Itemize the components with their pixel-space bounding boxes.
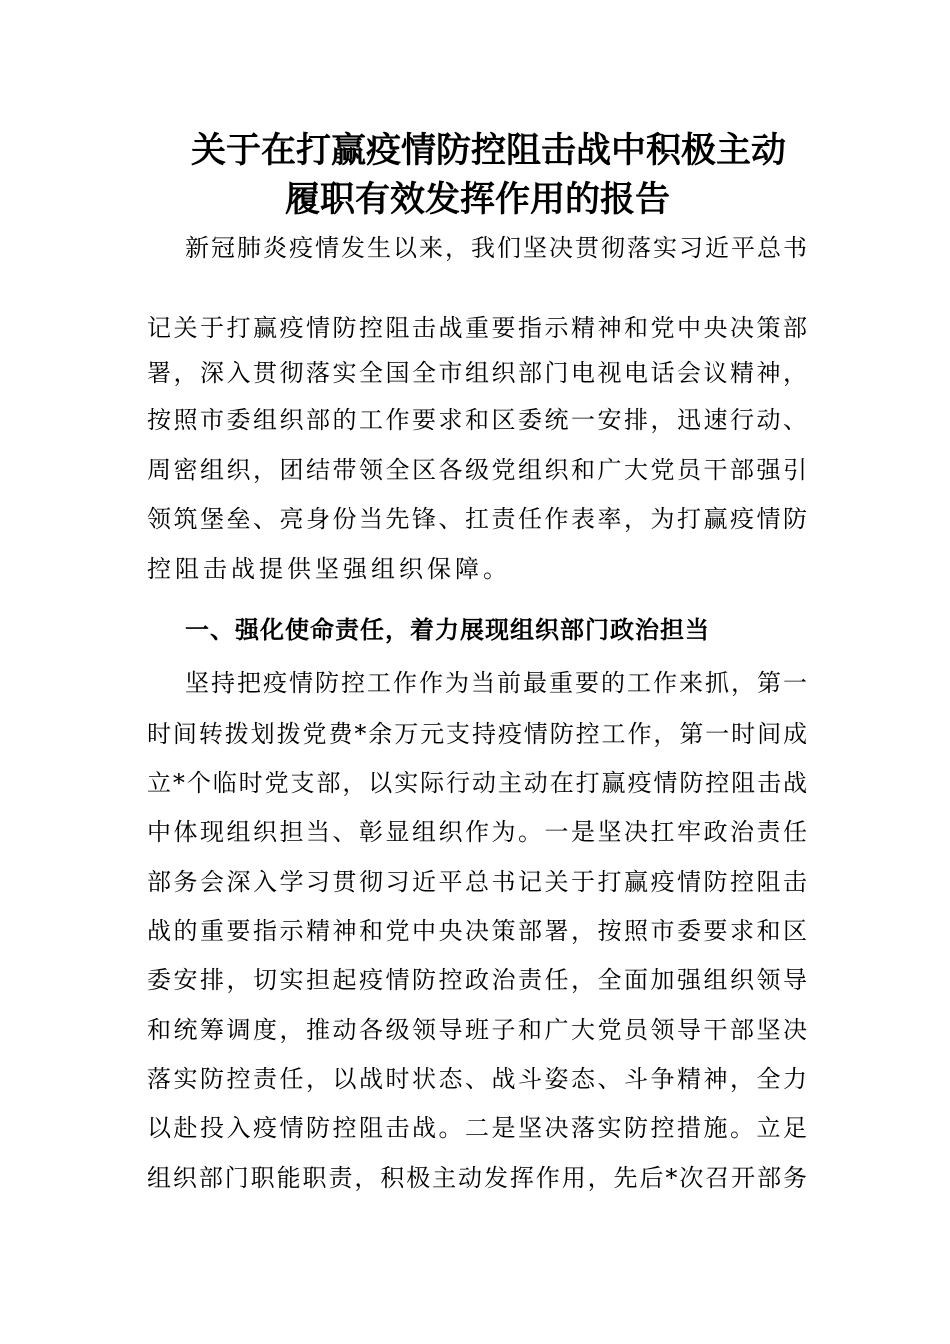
paragraph-1-line-3: 署，深入贯彻落实全国全市组织部门电视电话会议精神， bbox=[147, 359, 807, 387]
paragraph-2-line-2: 时间转拨划拨党费*余万元支持疫情防控工作，第一时间成 bbox=[147, 720, 807, 748]
paragraph-2-line-11: 组织部门职能职责，积极主动发挥作用，先后*次召开部务 bbox=[147, 1164, 807, 1192]
paragraph-1-line-4: 按照市委组织部的工作要求和区委统一安排，迅速行动、 bbox=[147, 406, 807, 434]
paragraph-2-line-3: 立*个临时党支部，以实际行动主动在打赢疫情防控阻击战 bbox=[147, 769, 807, 797]
paragraph-2-line-7: 委安排，切实担起疫情防控政治责任，全面加强组织领导 bbox=[147, 966, 807, 994]
paragraph-2-line-10: 以赴投入疫情防控阻击战。二是坚决落实防控措施。立足 bbox=[147, 1114, 807, 1142]
section-1-heading: 一、强化使命责任，着力展现组织部门政治担当 bbox=[185, 615, 710, 644]
document-title-line-2: 履职有效发挥作用的报告 bbox=[285, 179, 671, 220]
paragraph-2-line-8: 和统筹调度，推动各级领导班子和广大党员领导干部坚决 bbox=[147, 1016, 807, 1044]
paragraph-2-line-1: 坚持把疫情防控工作作为当前最重要的工作来抓，第一 bbox=[185, 669, 807, 697]
paragraph-1-line-5: 周密组织，团结带领全区各级党组织和广大党员干部强引 bbox=[147, 456, 807, 484]
paragraph-2-line-4: 中体现组织担当、彰显组织作为。一是坚决扛牢政治责任 bbox=[147, 818, 807, 846]
document-title-line-1: 关于在打赢疫情防控阻击战中积极主动 bbox=[191, 130, 787, 171]
paragraph-1-line-7: 控阻击战提供坚强组织保障。 bbox=[147, 555, 511, 583]
paragraph-1-line-6: 领筑堡垒、亮身份当先锋、扛责任作表率，为打赢疫情防 bbox=[147, 505, 807, 533]
paragraph-2-line-5: 部务会深入学习贯彻习近平总书记关于打赢疫情防控阻击 bbox=[147, 868, 807, 896]
paragraph-1-line-1: 新冠肺炎疫情发生以来，我们坚决贯彻落实习近平总书 bbox=[185, 234, 807, 262]
paragraph-1-line-2: 记关于打赢疫情防控阻击战重要指示精神和党中央决策部 bbox=[147, 314, 807, 342]
paragraph-2-line-9: 落实防控责任，以战时状态、战斗姿态、斗争精神，全力 bbox=[147, 1065, 807, 1093]
paragraph-2-line-6: 战的重要指示精神和党中央决策部署，按照市委要求和区 bbox=[147, 917, 807, 945]
